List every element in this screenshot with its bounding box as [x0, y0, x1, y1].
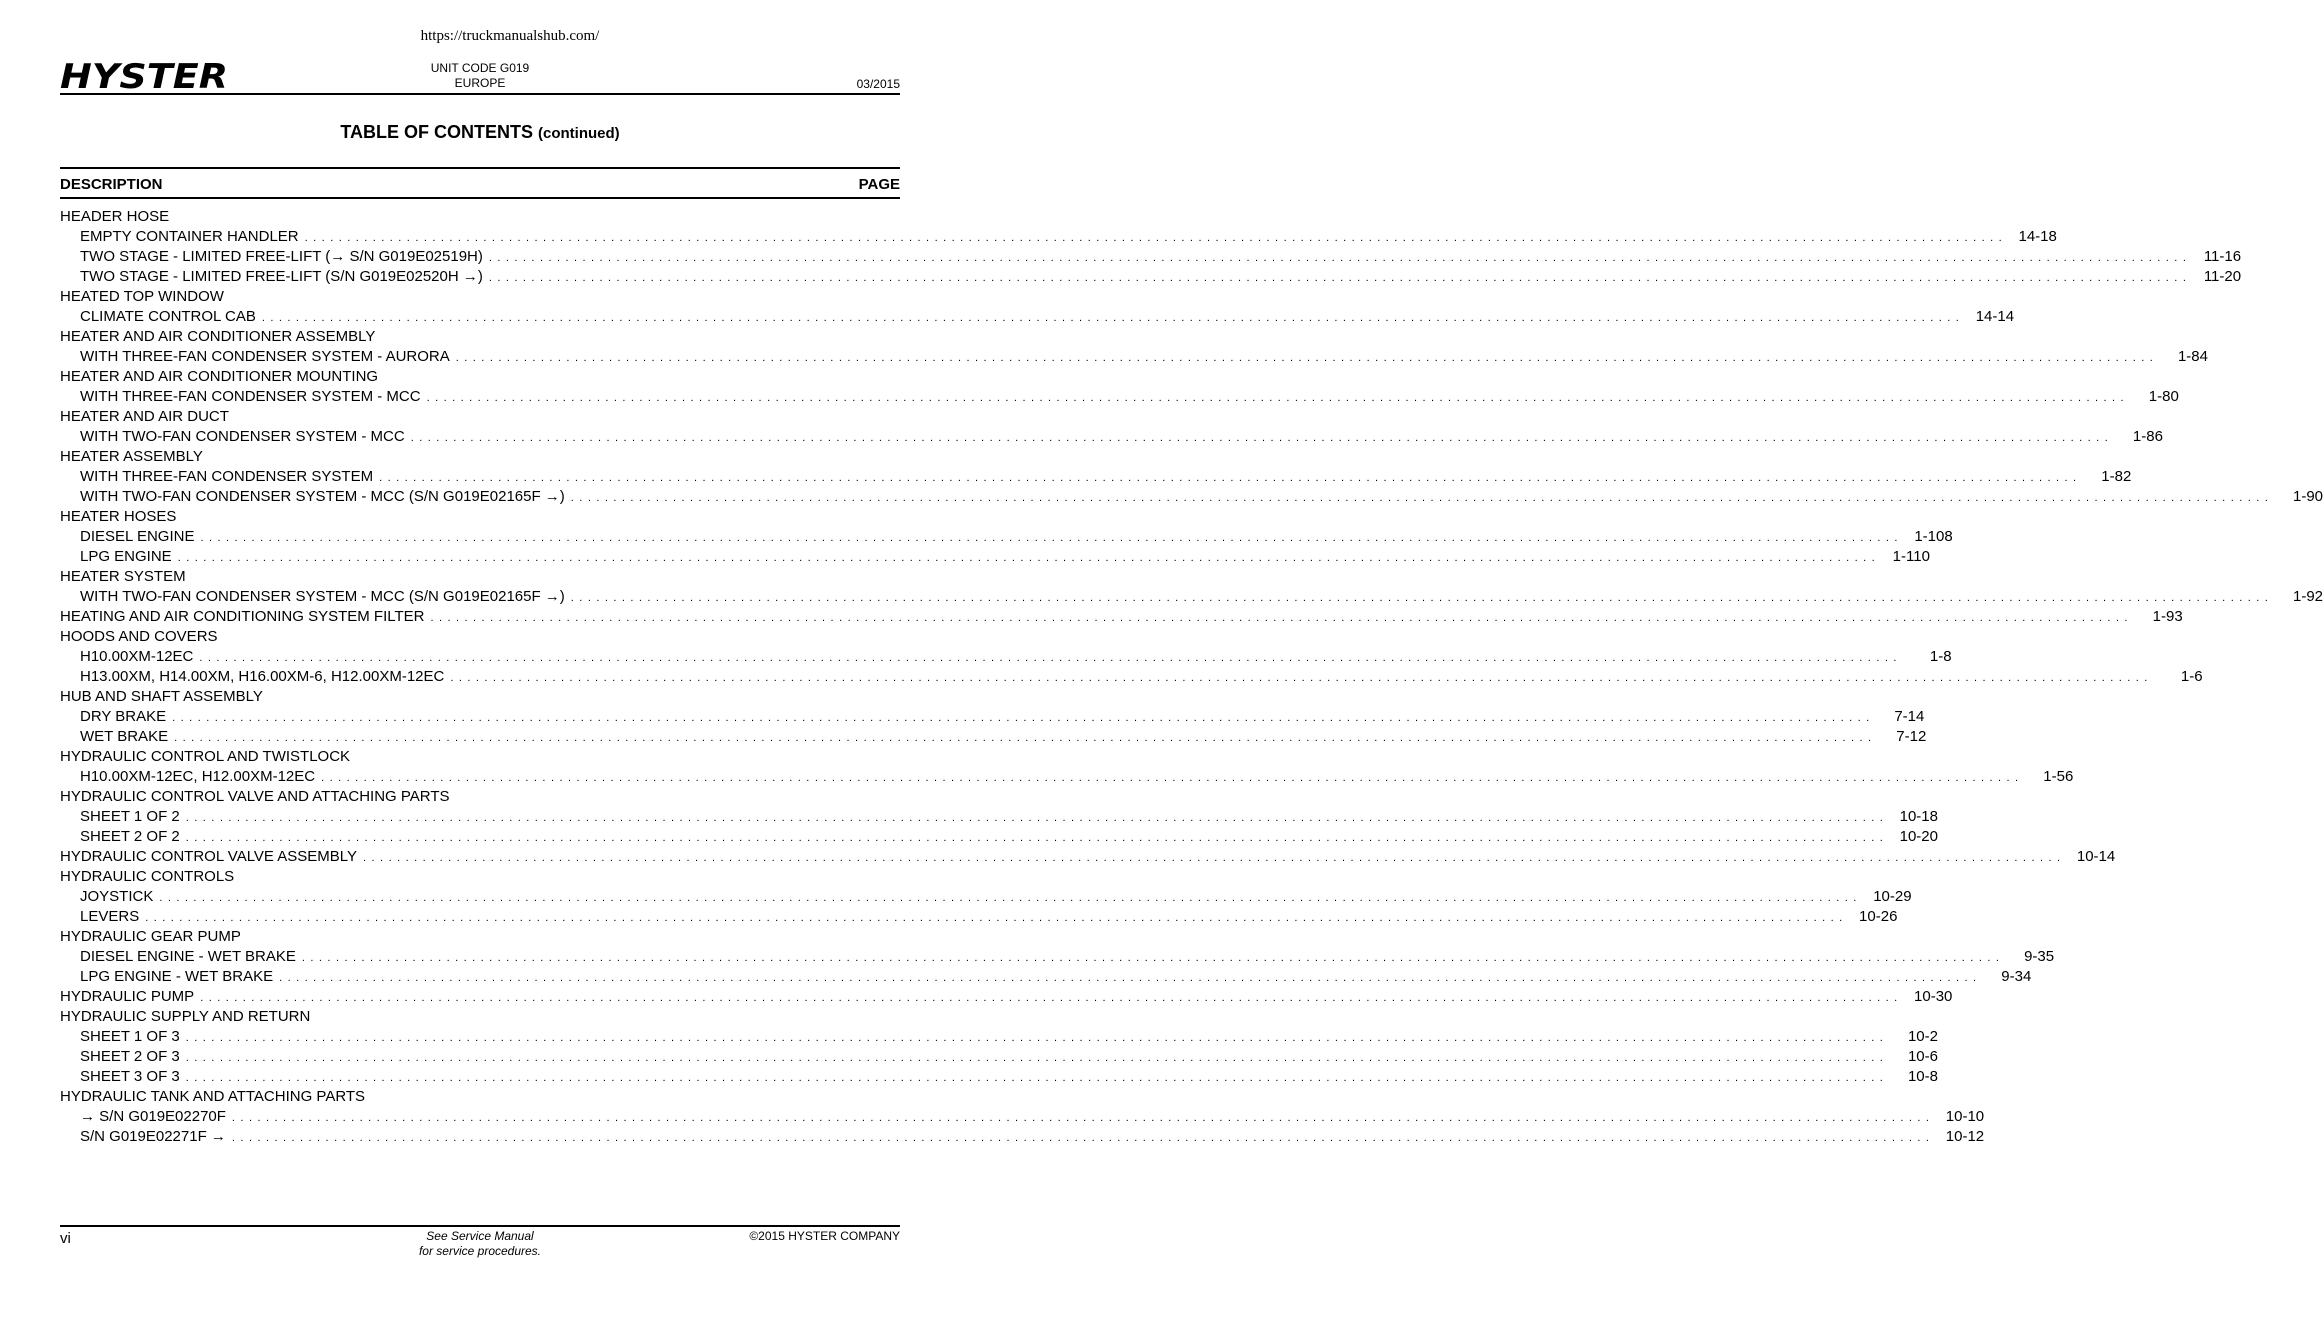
toc-entry-title: HYDRAULIC CONTROL AND TWISTLOCK — [60, 748, 351, 765]
toc-entry-title: HEATER AND AIR CONDITIONER ASSEMBLY — [60, 328, 376, 345]
toc-subentry[interactable] — [60, 887, 1912, 907]
toc-subentry[interactable] — [60, 347, 2208, 367]
dot-leader: . . . . . . . . . . . . . . . . . . . . . . . . . . . . . . . . . . . . . . . . . . . . . . . . . . . . . . . . . . . . . . . . . . . . . . . . . . . . . . . . . . . . . . . . . . . . . . . . . . . . . . . . . . . . . . . . . . . . . . . . . . . . . . . . . . . . . . . . . . . . . . . . . . . . . . . . . . . . . . . . . . . . . . . . . . . . . . . . . . . . . . . . . . . . . . . . . . . . . . . . — [261, 312, 1961, 324]
toc-entry[interactable] — [60, 1087, 900, 1107]
toc-entry-page: 11-20 — [2203, 268, 2242, 285]
toc-entry-page: 10-18 — [1899, 808, 1938, 825]
toc-entry-page: 9-35 — [2024, 948, 2055, 965]
dot-leader: . . . . . . . . . . . . . . . . . . . . . . . . . . . . . . . . . . . . . . . . . . . . . . . . . . . . . . . . . . . . . . . . . . . . . . . . . . . . . . . . . . . . . . . . . . . . . . . . . . . . . . . . . . . . . . . . . . . . . . . . . . . . . . . . . . . . . . . . . . . . . . . . . . . . . . . . . . . . . . . . . . . . . . . . . . . . . . . . . . . . . . . . . . . . . . . . . . . . . . . . — [174, 732, 1873, 744]
toc-entry-title: WITH THREE-FAN CONDENSER SYSTEM — [80, 468, 374, 485]
toc-entry-page: 10-8 — [1907, 1068, 1938, 1085]
toc-entry-title: DIESEL ENGINE - WET BRAKE — [80, 948, 296, 965]
toc-entry-title: LEVERS — [80, 908, 140, 925]
toc-entry-page: 1-80 — [2148, 388, 2179, 405]
toc-subentry[interactable] — [60, 827, 1938, 847]
toc-entry-title: HYDRAULIC CONTROLS — [60, 868, 235, 885]
toc-entry-title: HEATING AND AIR CONDITIONING SYSTEM FILTER — [60, 608, 425, 625]
toc-entry-page: 1-92 — [2292, 588, 2323, 605]
dot-leader: . . . . . . . . . . . . . . . . . . . . . . . . . . . . . . . . . . . . . . . . . . . . . . . . . . . . . . . . . . . . . . . . . . . . . . . . . . . . . . . . . . . . . . . . . . . . . . . . . . . . . . . . . . . . . . . . . . . . . . . . . . . . . . . . . . . . . . . . . . . . . . . . . . . . . . . . . . . . . . . . . . . . . . . . . . . . . . . . . . . . . . . . . . . . . . . . . . . . . . . . — [185, 832, 1884, 844]
toc-subentry[interactable] — [60, 667, 2203, 687]
toc-entry[interactable] — [60, 687, 900, 707]
toc-entry-page: 1-86 — [2132, 428, 2163, 445]
toc-entry-page: 1-8 — [1929, 648, 1952, 665]
service-note — [380, 1229, 580, 1259]
source-url[interactable]: https://truckmanualshub.com/ — [420, 28, 600, 44]
toc-entry-title: EMPTY CONTAINER HANDLER — [80, 228, 299, 245]
dot-leader: . . . . . . . . . . . . . . . . . . . . . . . . . . . . . . . . . . . . . . . . . . . . . . . . . . . . . . . . . . . . . . . . . . . . . . . . . . . . . . . . . . . . . . . . . . . . . . . . . . . . . . . . . . . . . . . . . . . . . . . . . . . . . . . . . . . . . . . . . . . . . . . . . . . . . . . . . . . . . . . . . . . . . . . . . . . . . . . . . . . . . . . . . . . . . . . . . . . . . . . . — [430, 612, 2129, 624]
unit-code: UNIT CODE G019 — [430, 61, 530, 75]
toc-entry-page: 7-14 — [1894, 708, 1925, 725]
toc-subentry[interactable] — [60, 647, 1952, 667]
toc-entry[interactable] — [60, 447, 900, 467]
toc-entry[interactable] — [60, 927, 900, 947]
description-header: DESCRIPTION — [60, 176, 163, 193]
toc-entry-title: S/N G019E02271F → — [80, 1128, 226, 1145]
toc-subentry[interactable] — [60, 587, 2323, 607]
dot-leader: . . . . . . . . . . . . . . . . . . . . . . . . . . . . . . . . . . . . . . . . . . . . . . . . . . . . . . . . . . . . . . . . . . . . . . . . . . . . . . . . . . . . . . . . . . . . . . . . . . . . . . . . . . . . . . . . . . . . . . . . . . . . . . . . . . . . . . . . . . . . . . . . . . . . . . . . . . . . . . . . . . . . . . . . . . . . . . . . . . . . . . . . . . . . . . . . . . . . . . . . — [200, 532, 1899, 544]
dot-leader: . . . . . . . . . . . . . . . . . . . . . . . . . . . . . . . . . . . . . . . . . . . . . . . . . . . . . . . . . . . . . . . . . . . . . . . . . . . . . . . . . . . . . . . . . . . . . . . . . . . . . . . . . . . . . . . . . . . . . . . . . . . . . . . . . . . . . . . . . . . . . . . . . . . . . . . . . . . . . . . . . . . . . . . . . . . . . . . . . . . . . . . . . . . . . . . . . . . . . . . . — [231, 1112, 1931, 1124]
toc-entry-title: HEATER HOSES — [60, 508, 177, 525]
dot-leader: . . . . . . . . . . . . . . . . . . . . . . . . . . . . . . . . . . . . . . . . . . . . . . . . . . . . . . . . . . . . . . . . . . . . . . . . . . . . . . . . . . . . . . . . . . . . . . . . . . . . . . . . . . . . . . . . . . . . . . . . . . . . . . . . . . . . . . . . . . . . . . . . . . . . . . . . . . . . . . . . . . . . . . . . . . . . . . . . . . . . . . . . . . . . . . . . . . . . . . . . — [145, 912, 1844, 924]
toc-subentry[interactable] — [60, 487, 2323, 507]
dot-leader: . . . . . . . . . . . . . . . . . . . . . . . . . . . . . . . . . . . . . . . . . . . . . . . . . . . . . . . . . . . . . . . . . . . . . . . . . . . . . . . . . . . . . . . . . . . . . . . . . . . . . . . . . . . . . . . . . . . . . . . . . . . . . . . . . . . . . . . . . . . . . . . . . . . . . . . . . . . . . . . . . . . . . . . . . . . . . . . . . . . . . . . . . . . . . . . . . . . . . . . . — [185, 1052, 1884, 1064]
toc-entry-title: HEADER HOSE — [60, 208, 170, 225]
toc-entry-title: WITH THREE-FAN CONDENSER SYSTEM - MCC — [80, 388, 421, 405]
toc-entry-title: WITH THREE-FAN CONDENSER SYSTEM - AURORA — [80, 348, 450, 365]
toc-subentry[interactable] — [60, 907, 1898, 927]
footer-divider — [60, 1225, 900, 1227]
page-number: vi — [60, 1230, 71, 1247]
toc-entry[interactable] — [60, 287, 900, 307]
dot-leader: . . . . . . . . . . . . . . . . . . . . . . . . . . . . . . . . . . . . . . . . . . . . . . . . . . . . . . . . . . . . . . . . . . . . . . . . . . . . . . . . . . . . . . . . . . . . . . . . . . . . . . . . . . . . . . . . . . . . . . . . . . . . . . . . . . . . . . . . . . . . . . . . . . . . . . . . . . . . . . . . . . . . . . . . . . . . . . . . . . . . . . . . . . . . . . . . . . . . . . . . — [177, 552, 1876, 564]
toc-entry[interactable] — [60, 207, 900, 227]
dot-leader: . . . . . . . . . . . . . . . . . . . . . . . . . . . . . . . . . . . . . . . . . . . . . . . . . . . . . . . . . . . . . . . . . . . . . . . . . . . . . . . . . . . . . . . . . . . . . . . . . . . . . . . . . . . . . . . . . . . . . . . . . . . . . . . . . . . . . . . . . . . . . . . . . . . . . . . . . . . . . . . . . . . . . . . . . . . . . . . . . . . . . . . . . . . . . . . . . . . . . . . . — [301, 952, 2001, 964]
dot-leader: . . . . . . . . . . . . . . . . . . . . . . . . . . . . . . . . . . . . . . . . . . . . . . . . . . . . . . . . . . . . . . . . . . . . . . . . . . . . . . . . . . . . . . . . . . . . . . . . . . . . . . . . . . . . . . . . . . . . . . . . . . . . . . . . . . . . . . . . . . . . . . . . . . . . . . . . . . . . . . . . . . . . . . . . . . . . . . . . . . . . . . . . . . . . . . . . . . . . . . . . — [200, 992, 1899, 1004]
toc-entry[interactable] — [60, 1007, 900, 1027]
toc-entry[interactable] — [60, 747, 900, 767]
toc-entry-title: H13.00XM, H14.00XM, H16.00XM-6, H12.00XM-12EC — [80, 668, 445, 685]
toc-entry-title: HEATER AND AIR DUCT — [60, 408, 229, 425]
toc-entry-title: SHEET 2 OF 3 — [80, 1048, 180, 1065]
toc-entry-title: HYDRAULIC CONTROL VALVE ASSEMBLY — [60, 848, 358, 865]
toc-entry-title: H10.00XM-12EC, H12.00XM-12EC — [80, 768, 316, 785]
toc-entry[interactable] — [60, 507, 900, 527]
toc-entry-page: 11-16 — [2203, 248, 2242, 265]
toc-entry[interactable] — [60, 987, 1953, 1007]
toc-entry-page: 1-110 — [1892, 548, 1930, 565]
toc-subentry[interactable] — [60, 1107, 1985, 1127]
service-note-line1: See Service Manual — [426, 1229, 534, 1243]
toc-subentry[interactable] — [60, 767, 2074, 787]
dot-leader: . . . . . . . . . . . . . . . . . . . . . . . . . . . . . . . . . . . . . . . . . . . . . . . . . . . . . . . . . . . . . . . . . . . . . . . . . . . . . . . . . . . . . . . . . . . . . . . . . . . . . . . . . . . . . . . . . . . . . . . . . . . . . . . . . . . . . . . . . . . . . . . . . . . . . . . . . . . . . . . . . . . . . . . . . . . . . . . . . . . . . . . . . . . . . . . . . . . . . . . . — [570, 492, 2270, 504]
toc-entry-title: SHEET 2 OF 2 — [80, 828, 180, 845]
toc-entry-title: LPG ENGINE - WET BRAKE — [80, 968, 274, 985]
issue-date: 03/2015 — [856, 77, 900, 91]
dot-leader: . . . . . . . . . . . . . . . . . . . . . . . . . . . . . . . . . . . . . . . . . . . . . . . . . . . . . . . . . . . . . . . . . . . . . . . . . . . . . . . . . . . . . . . . . . . . . . . . . . . . . . . . . . . . . . . . . . . . . . . . . . . . . . . . . . . . . . . . . . . . . . . . . . . . . . . . . . . . . . . . . . . . . . . . . . . . . . . . . . . . . . . . . . . . . . . . . . . . . . . . — [172, 712, 1871, 724]
unit-code-block — [380, 61, 580, 91]
toc-entry-title: SHEET 1 OF 2 — [80, 808, 180, 825]
toc-entry[interactable] — [60, 327, 900, 347]
toc-subentry[interactable] — [60, 1027, 1938, 1047]
toc-entry[interactable] — [60, 867, 900, 887]
dot-leader: . . . . . . . . . . . . . . . . . . . . . . . . . . . . . . . . . . . . . . . . . . . . . . . . . . . . . . . . . . . . . . . . . . . . . . . . . . . . . . . . . . . . . . . . . . . . . . . . . . . . . . . . . . . . . . . . . . . . . . . . . . . . . . . . . . . . . . . . . . . . . . . . . . . . . . . . . . . . . . . . . . . . . . . . . . . . . . . . . . . . . . . . . . . . . . . . . . . . . . . . — [363, 852, 2062, 864]
dot-leader: . . . . . . . . . . . . . . . . . . . . . . . . . . . . . . . . . . . . . . . . . . . . . . . . . . . . . . . . . . . . . . . . . . . . . . . . . . . . . . . . . . . . . . . . . . . . . . . . . . . . . . . . . . . . . . . . . . . . . . . . . . . . . . . . . . . . . . . . . . . . . . . . . . . . . . . . . . . . . . . . . . . . . . . . . . . . . . . . . . . . . . . . . . . . . . . . . . . . . . . . — [185, 1032, 1884, 1044]
header-divider — [60, 93, 900, 95]
toc-entry-title: H10.00XM-12EC — [80, 648, 194, 665]
toc-entry-title: HYDRAULIC TANK AND ATTACHING PARTS — [60, 1088, 366, 1105]
toc-entry-title: WITH TWO-FAN CONDENSER SYSTEM - MCC — [80, 428, 405, 445]
toc-entry-title: WITH TWO-FAN CONDENSER SYSTEM - MCC (S/N G019E02165F →) — [80, 588, 565, 605]
toc-entries — [60, 207, 2323, 1147]
toc-entry-page: 1-6 — [2180, 668, 2203, 685]
toc-entry-title: HEATER AND AIR CONDITIONER MOUNTING — [60, 368, 379, 385]
toc-entry[interactable] — [60, 847, 2116, 867]
dot-leader: . . . . . . . . . . . . . . . . . . . . . . . . . . . . . . . . . . . . . . . . . . . . . . . . . . . . . . . . . . . . . . . . . . . . . . . . . . . . . . . . . . . . . . . . . . . . . . . . . . . . . . . . . . . . . . . . . . . . . . . . . . . . . . . . . . . . . . . . . . . . . . . . . . . . . . . . . . . . . . . . . . . . . . . . . . . . . . . . . . . . . . . . . . . . . . . . . . . . . . . . — [185, 812, 1884, 824]
toc-subentry[interactable] — [60, 387, 2179, 407]
toc-entry-page: 10-6 — [1907, 1048, 1938, 1065]
toc-subentry[interactable] — [60, 947, 2055, 967]
toc-entry-title: SHEET 1 OF 3 — [80, 1028, 180, 1045]
toc-entry-page: 1-56 — [2043, 768, 2074, 785]
column-header — [60, 176, 900, 196]
column-header-bottom-rule — [60, 197, 900, 199]
page-title — [0, 122, 960, 143]
dot-leader: . . . . . . . . . . . . . . . . . . . . . . . . . . . . . . . . . . . . . . . . . . . . . . . . . . . . . . . . . . . . . . . . . . . . . . . . . . . . . . . . . . . . . . . . . . . . . . . . . . . . . . . . . . . . . . . . . . . . . . . . . . . . . . . . . . . . . . . . . . . . . . . . . . . . . . . . . . . . . . . . . . . . . . . . . . . . . . . . . . . . . . . . . . . . . . . . . . . . . . . . — [304, 232, 2003, 244]
toc-entry-page: 10-29 — [1873, 888, 1912, 905]
toc-entry-page: 14-14 — [1975, 308, 2015, 325]
toc-entry-title: HEATED TOP WINDOW — [60, 288, 224, 305]
toc-entry-title: DRY BRAKE — [80, 708, 167, 725]
toc-entry-title: HUB AND SHAFT ASSEMBLY — [60, 688, 263, 705]
toc-subentry[interactable] — [60, 307, 2015, 327]
toc-subentry[interactable] — [60, 1067, 1938, 1087]
toc-subentry[interactable] — [60, 527, 1953, 547]
toc-entry[interactable] — [60, 567, 900, 587]
toc-subentry[interactable] — [60, 547, 1930, 567]
toc-subentry[interactable] — [60, 427, 2163, 447]
title-text: TABLE OF CONTENTS — [340, 122, 533, 142]
toc-entry[interactable] — [60, 407, 900, 427]
toc-subentry[interactable] — [60, 707, 1925, 727]
toc-entry-page: 10-26 — [1859, 908, 1898, 925]
toc-subentry[interactable] — [60, 807, 1938, 827]
service-note-line2: for service procedures. — [418, 1244, 542, 1258]
toc-entry-page: 10-2 — [1907, 1028, 1938, 1045]
toc-entry-page: 1-93 — [2152, 608, 2183, 625]
toc-entry-page: 7-12 — [1896, 728, 1927, 745]
toc-entry-title: → S/N G019E02270F — [80, 1108, 226, 1125]
dot-leader: . . . . . . . . . . . . . . . . . . . . . . . . . . . . . . . . . . . . . . . . . . . . . . . . . . . . . . . . . . . . . . . . . . . . . . . . . . . . . . . . . . . . . . . . . . . . . . . . . . . . . . . . . . . . . . . . . . . . . . . . . . . . . . . . . . . . . . . . . . . . . . . . . . . . . . . . . . . . . . . . . . . . . . . . . . . . . . . . . . . . . . . . . . . . . . . . . . . . . . . . — [488, 272, 2188, 284]
toc-subentry[interactable] — [60, 1127, 1985, 1147]
dot-leader: . . . . . . . . . . . . . . . . . . . . . . . . . . . . . . . . . . . . . . . . . . . . . . . . . . . . . . . . . . . . . . . . . . . . . . . . . . . . . . . . . . . . . . . . . . . . . . . . . . . . . . . . . . . . . . . . . . . . . . . . . . . . . . . . . . . . . . . . . . . . . . . . . . . . . . . . . . . . . . . . . . . . . . . . . . . . . . . . . . . . . . . . . . . . . . . . . . . . . . . . — [455, 352, 2154, 364]
toc-entry[interactable] — [60, 367, 900, 387]
toc-entry-page: 10-30 — [1914, 988, 1953, 1005]
toc-entry-title: HYDRAULIC PUMP — [60, 988, 195, 1005]
toc-subentry[interactable] — [60, 727, 1927, 747]
logo-text: HYSTER — [60, 57, 228, 97]
toc-entry-title: DIESEL ENGINE — [80, 528, 195, 545]
toc-entry-title: HEATER SYSTEM — [60, 568, 186, 585]
dot-leader: . . . . . . . . . . . . . . . . . . . . . . . . . . . . . . . . . . . . . . . . . . . . . . . . . . . . . . . . . . . . . . . . . . . . . . . . . . . . . . . . . . . . . . . . . . . . . . . . . . . . . . . . . . . . . . . . . . . . . . . . . . . . . . . . . . . . . . . . . . . . . . . . . . . . . . . . . . . . . . . . . . . . . . . . . . . . . . . . . . . . . . . . . . . . . . . . . . . . . . . . — [379, 472, 2078, 484]
dot-leader: . . . . . . . . . . . . . . . . . . . . . . . . . . . . . . . . . . . . . . . . . . . . . . . . . . . . . . . . . . . . . . . . . . . . . . . . . . . . . . . . . . . . . . . . . . . . . . . . . . . . . . . . . . . . . . . . . . . . . . . . . . . . . . . . . . . . . . . . . . . . . . . . . . . . . . . . . . . . . . . . . . . . . . . . . . . . . . . . . . . . . . . . . . . . . . . . . . . . . . . . — [231, 1132, 1931, 1144]
toc-subentry[interactable] — [60, 967, 2032, 987]
toc-entry-page: 9-34 — [2001, 968, 2032, 985]
toc-entry-page: 14-18 — [2018, 228, 2057, 245]
toc-entry-page: 10-12 — [1945, 1128, 1985, 1145]
dot-leader: . . . . . . . . . . . . . . . . . . . . . . . . . . . . . . . . . . . . . . . . . . . . . . . . . . . . . . . . . . . . . . . . . . . . . . . . . . . . . . . . . . . . . . . . . . . . . . . . . . . . . . . . . . . . . . . . . . . . . . . . . . . . . . . . . . . . . . . . . . . . . . . . . . . . . . . . . . . . . . . . . . . . . . . . . . . . . . . . . . . . . . . . . . . . . . . . . . . . . . . . — [159, 892, 1858, 904]
toc-entry[interactable] — [60, 787, 900, 807]
page-header: PAGE — [858, 176, 900, 193]
toc-entry-page: 10-20 — [1899, 828, 1938, 845]
toc-entry[interactable] — [60, 607, 2183, 627]
toc-entry-title: HYDRAULIC GEAR PUMP — [60, 928, 241, 945]
column-header-top-rule — [60, 167, 900, 169]
toc-entry-page: 10-10 — [1945, 1108, 1985, 1125]
toc-entry-title: HYDRAULIC CONTROL VALVE AND ATTACHING PARTS — [60, 788, 450, 805]
toc-subentry[interactable] — [60, 1047, 1938, 1067]
toc-entry-page: 1-82 — [2101, 468, 2132, 485]
toc-entry-title: TWO STAGE - LIMITED FREE-LIFT (S/N G019E02520H →) — [80, 268, 483, 285]
dot-leader: . . . . . . . . . . . . . . . . . . . . . . . . . . . . . . . . . . . . . . . . . . . . . . . . . . . . . . . . . . . . . . . . . . . . . . . . . . . . . . . . . . . . . . . . . . . . . . . . . . . . . . . . . . . . . . . . . . . . . . . . . . . . . . . . . . . . . . . . . . . . . . . . . . . . . . . . . . . . . . . . . . . . . . . . . . . . . . . . . . . . . . . . . . . . . . . . . . . . . . . . — [570, 592, 2270, 604]
dot-leader: . . . . . . . . . . . . . . . . . . . . . . . . . . . . . . . . . . . . . . . . . . . . . . . . . . . . . . . . . . . . . . . . . . . . . . . . . . . . . . . . . . . . . . . . . . . . . . . . . . . . . . . . . . . . . . . . . . . . . . . . . . . . . . . . . . . . . . . . . . . . . . . . . . . . . . . . . . . . . . . . . . . . . . . . . . . . . . . . . . . . . . . . . . . . . . . . . . . . . . . . — [426, 392, 2125, 404]
dot-leader: . . . . . . . . . . . . . . . . . . . . . . . . . . . . . . . . . . . . . . . . . . . . . . . . . . . . . . . . . . . . . . . . . . . . . . . . . . . . . . . . . . . . . . . . . . . . . . . . . . . . . . . . . . . . . . . . . . . . . . . . . . . . . . . . . . . . . . . . . . . . . . . . . . . . . . . . . . . . . . . . . . . . . . . . . . . . . . . . . . . . . . . . . . . . . . . . . . . . . . . . — [321, 772, 2020, 784]
region: EUROPE — [454, 76, 506, 90]
title-subtitle: (continued) — [538, 125, 620, 142]
dot-leader: . . . . . . . . . . . . . . . . . . . . . . . . . . . . . . . . . . . . . . . . . . . . . . . . . . . . . . . . . . . . . . . . . . . . . . . . . . . . . . . . . . . . . . . . . . . . . . . . . . . . . . . . . . . . . . . . . . . . . . . . . . . . . . . . . . . . . . . . . . . . . . . . . . . . . . . . . . . . . . . . . . . . . . . . . . . . . . . . . . . . . . . . . . . . . . . . . . . . . . . . — [279, 972, 1978, 984]
toc-entry-title: HYDRAULIC SUPPLY AND RETURN — [60, 1008, 311, 1025]
toc-subentry[interactable] — [60, 467, 2132, 487]
hyster-logo — [60, 57, 230, 97]
dot-leader: . . . . . . . . . . . . . . . . . . . . . . . . . . . . . . . . . . . . . . . . . . . . . . . . . . . . . . . . . . . . . . . . . . . . . . . . . . . . . . . . . . . . . . . . . . . . . . . . . . . . . . . . . . . . . . . . . . . . . . . . . . . . . . . . . . . . . . . . . . . . . . . . . . . . . . . . . . . . . . . . . . . . . . . . . . . . . . . . . . . . . . . . . . . . . . . . . . . . . . . . — [450, 672, 2149, 684]
toc-entry-title: TWO STAGE - LIMITED FREE-LIFT (→ S/N G019E02519H) — [80, 248, 483, 265]
toc-subentry[interactable] — [60, 247, 2242, 267]
toc-entry-page: 1-108 — [1914, 528, 1953, 545]
toc-entry[interactable] — [60, 627, 900, 647]
toc-entry-title: HOODS AND COVERS — [60, 628, 218, 645]
dot-leader: . . . . . . . . . . . . . . . . . . . . . . . . . . . . . . . . . . . . . . . . . . . . . . . . . . . . . . . . . . . . . . . . . . . . . . . . . . . . . . . . . . . . . . . . . . . . . . . . . . . . . . . . . . . . . . . . . . . . . . . . . . . . . . . . . . . . . . . . . . . . . . . . . . . . . . . . . . . . . . . . . . . . . . . . . . . . . . . . . . . . . . . . . . . . . . . . . . . . . . . . — [410, 432, 2109, 444]
dot-leader: . . . . . . . . . . . . . . . . . . . . . . . . . . . . . . . . . . . . . . . . . . . . . . . . . . . . . . . . . . . . . . . . . . . . . . . . . . . . . . . . . . . . . . . . . . . . . . . . . . . . . . . . . . . . . . . . . . . . . . . . . . . . . . . . . . . . . . . . . . . . . . . . . . . . . . . . . . . . . . . . . . . . . . . . . . . . . . . . . . . . . . . . . . . . . . . . . . . . . . . . — [199, 652, 1898, 664]
toc-entry-title: WITH TWO-FAN CONDENSER SYSTEM - MCC (S/N G019E02165F →) — [80, 488, 565, 505]
copyright: ©2015 HYSTER COMPANY — [749, 1229, 900, 1243]
toc-entry-title: CLIMATE CONTROL CAB — [80, 308, 256, 325]
toc-entry-page: 10-14 — [2076, 848, 2116, 865]
toc-entry-page: 1-84 — [2177, 348, 2208, 365]
toc-entry-page: 1-90 — [2292, 488, 2323, 505]
toc-subentry[interactable] — [60, 267, 2242, 287]
dot-leader: . . . . . . . . . . . . . . . . . . . . . . . . . . . . . . . . . . . . . . . . . . . . . . . . . . . . . . . . . . . . . . . . . . . . . . . . . . . . . . . . . . . . . . . . . . . . . . . . . . . . . . . . . . . . . . . . . . . . . . . . . . . . . . . . . . . . . . . . . . . . . . . . . . . . . . . . . . . . . . . . . . . . . . . . . . . . . . . . . . . . . . . . . . . . . . . . . . . . . . . . — [488, 252, 2188, 264]
toc-entry-title: HEATER ASSEMBLY — [60, 448, 203, 465]
toc-entry-title: LPG ENGINE — [80, 548, 172, 565]
dot-leader: . . . . . . . . . . . . . . . . . . . . . . . . . . . . . . . . . . . . . . . . . . . . . . . . . . . . . . . . . . . . . . . . . . . . . . . . . . . . . . . . . . . . . . . . . . . . . . . . . . . . . . . . . . . . . . . . . . . . . . . . . . . . . . . . . . . . . . . . . . . . . . . . . . . . . . . . . . . . . . . . . . . . . . . . . . . . . . . . . . . . . . . . . . . . . . . . . . . . . . . . — [185, 1072, 1884, 1084]
toc-entry-title: SHEET 3 OF 3 — [80, 1068, 180, 1085]
toc-entry-title: WET BRAKE — [80, 728, 169, 745]
toc-entry-title: JOYSTICK — [80, 888, 154, 905]
toc-subentry[interactable] — [60, 227, 2057, 247]
